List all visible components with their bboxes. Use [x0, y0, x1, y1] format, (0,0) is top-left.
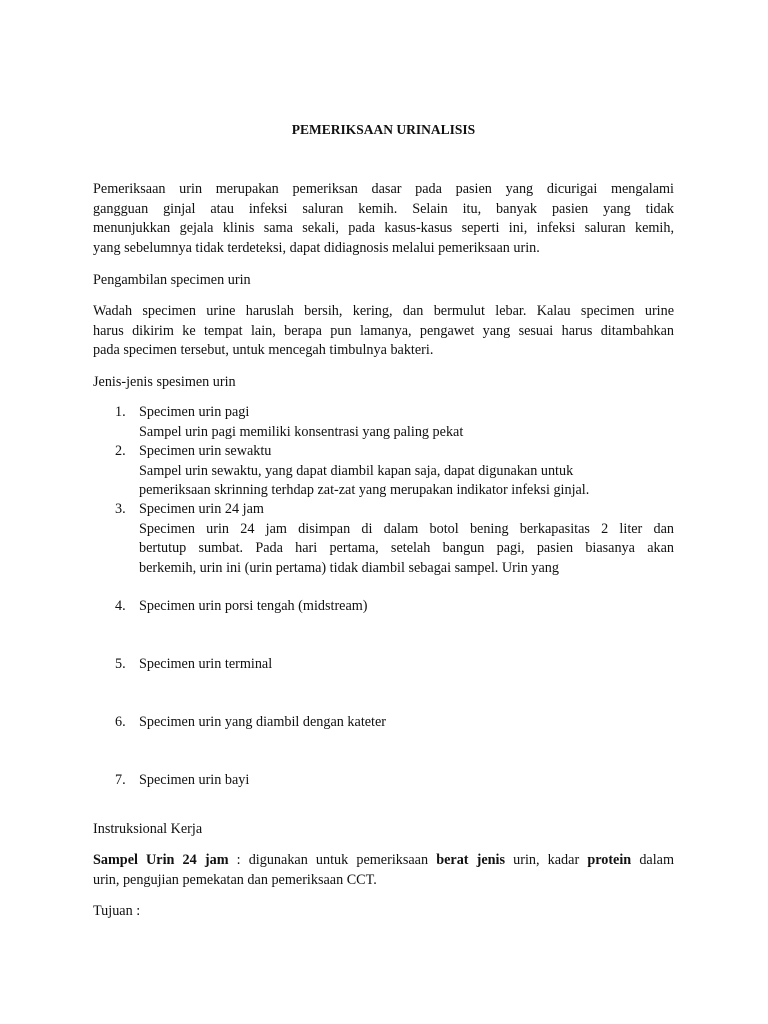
- list-item-desc: bertutup sumbat. Pada hari pertama, setelah bangun pagi, pasien biasanya akan: [139, 540, 674, 556]
- intro-line: yang sebelumnya tidak terdeteksi, dapat didiagnosis melalui pemeriksaan urin.: [93, 239, 540, 256]
- sample-term: protein: [587, 852, 632, 868]
- sample-text: urin, kadar: [505, 852, 588, 868]
- list-item-number: 6.: [115, 714, 126, 730]
- list-item-number: 4.: [115, 598, 126, 614]
- list-item-number: 5.: [115, 656, 126, 672]
- page-title: PEMERIKSAAN URINALISIS: [291, 122, 476, 137]
- section-heading-collection: Pengambilan specimen urin: [93, 272, 251, 288]
- list-item-title: Specimen urin sewaktu: [139, 443, 272, 459]
- intro-line: gangguan ginjal atau infeksi saluran kemih. Selain itu, banyak pasien yang tidak: [93, 200, 674, 217]
- sample-text: dalam: [631, 852, 674, 868]
- section-heading-types: Jenis-jenis spesimen urin: [93, 374, 236, 390]
- list-item-title: Specimen urin 24 jam: [139, 501, 264, 517]
- section-heading-instruction: Instruksional Kerja: [93, 821, 203, 837]
- list-item-title: Specimen urin yang diambil dengan kateter: [139, 714, 387, 730]
- sample-term: berat jenis: [436, 852, 506, 868]
- list-item-desc: Sampel urin pagi memiliki konsentrasi yang paling pekat: [139, 423, 464, 440]
- list-item-title: Specimen urin terminal: [139, 656, 273, 672]
- intro-line: menunjukkan gejala klinis sama sekali, pada kasus-kasus seperti ini, infeksi saluran kemih,: [93, 220, 674, 236]
- collection-line: harus dikirim ke tempat lain, berapa pun lamanya, pengawet yang sesuai harus ditambahkan: [93, 322, 674, 339]
- collection-line: pada specimen tersebut, untuk mencegah timbulnya bakteri.: [93, 342, 434, 358]
- collection-line: Wadah specimen urine haruslah bersih, kering, dan bermulut lebar. Kalau specimen urine: [93, 303, 674, 319]
- sample-paragraph: [93, 851, 674, 890]
- collection-paragraph: [93, 302, 674, 361]
- list-item-title: Specimen urin pagi: [139, 404, 250, 420]
- list-item-desc: Specimen urin 24 jam disimpan di dalam botol bening berkapasitas 2 liter dan: [139, 520, 674, 537]
- list-item-title: Specimen urin porsi tengah (midstream): [139, 598, 368, 614]
- section-heading-goal: Tujuan :: [93, 903, 141, 919]
- list-item-number: 1.: [115, 404, 126, 420]
- sample-term: Sampel Urin 24 jam: [93, 852, 229, 868]
- list-item-number: 7.: [115, 772, 126, 788]
- sample-line: [93, 851, 674, 871]
- list-item-title: Specimen urin bayi: [139, 772, 250, 788]
- sample-text: : digunakan untuk pemeriksaan: [228, 852, 437, 868]
- list-item-desc: pemeriksaan skrinning terhdap zat-zat yang merupakan indikator infeksi ginjal.: [139, 482, 590, 498]
- list-item-number: 3.: [115, 501, 126, 517]
- list-item-desc: Sampel urin sewaktu, yang dapat diambil kapan saja, dapat digunakan untuk: [139, 462, 574, 479]
- intro-paragraph: [93, 180, 674, 258]
- intro-line: Pemeriksaan urin merupakan pemeriksan dasar pada pasien yang dicurigai mengalami: [93, 181, 674, 197]
- list-item-desc: berkemih, urin ini (urin pertama) tidak diambil sebagai sampel. Urin yang: [139, 559, 559, 576]
- sample-line: urin, pengujian pemekatan dan pemeriksaan CCT.: [93, 871, 377, 888]
- list-item-number: 2.: [115, 443, 126, 459]
